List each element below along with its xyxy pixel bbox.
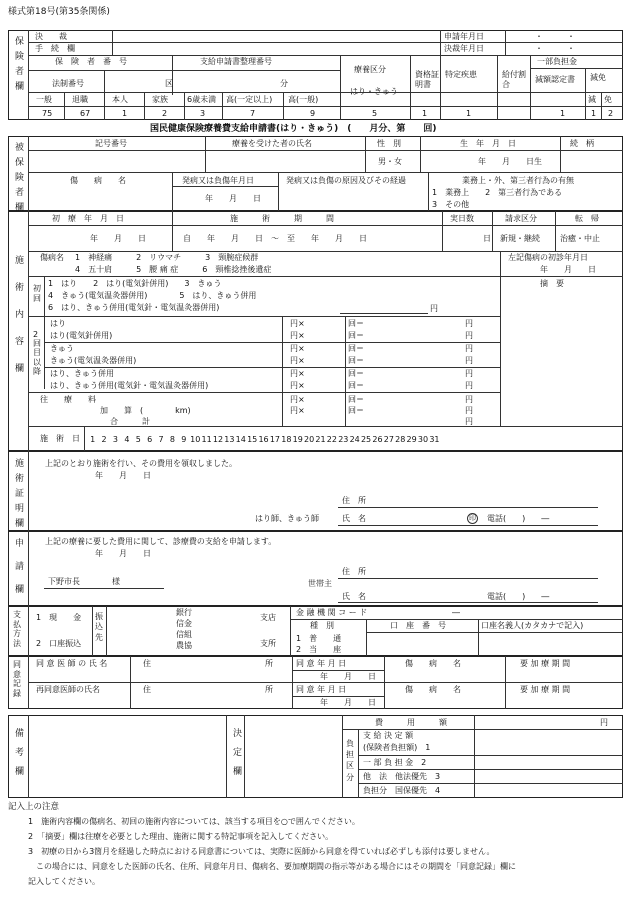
day-cell[interactable]: 11 — [201, 435, 212, 444]
insurer-side-label: 保険者欄 — [13, 36, 23, 96]
day-cell[interactable]: 30 — [417, 435, 429, 444]
first-options-2[interactable]: 4 きゅう(電気温灸器併用) 5 はり、きゅう併用 — [48, 291, 257, 300]
account-type-current[interactable]: 2 当 座 — [296, 645, 342, 654]
day-cell[interactable]: 29 — [406, 435, 417, 444]
note-item: 2 「摘要」欄は往療を必要とした理由、施術に関する特記事項を記入してください。 — [28, 832, 334, 841]
account-type-ordinary[interactable]: 1 普 通 — [296, 634, 342, 643]
day-cell[interactable]: 6 — [147, 435, 153, 444]
day-cell[interactable]: 20 — [304, 435, 315, 444]
day-cell[interactable]: 25 — [360, 435, 372, 444]
day-cell[interactable]: 27 — [383, 435, 394, 444]
note-item: 1 施術内容欄の傷病名、初回の施術内容については、該当する項目を○で囲んでください。 — [28, 817, 360, 826]
sex-select[interactable]: 男・女 — [378, 157, 402, 166]
day-cell[interactable]: 10 — [190, 435, 201, 444]
form-title: 国民健康保険療養費支給申請書(はり・きゅう) ( 月分、第 回) — [150, 124, 437, 134]
day-cell[interactable]: 28 — [395, 435, 406, 444]
decision-date-label: 決裁年月日 — [444, 44, 484, 53]
day-cell[interactable]: 14 — [235, 435, 246, 444]
business-option-12[interactable]: 1 業務上 2 第三者行為である — [432, 188, 563, 197]
day-cell[interactable]: 17 — [269, 435, 281, 444]
day-cell[interactable]: 19 — [292, 435, 303, 444]
day-cell[interactable]: 13 — [224, 435, 235, 444]
day-cell[interactable]: 24 — [349, 435, 360, 444]
day-cell[interactable]: 7 — [158, 435, 164, 444]
day-cell[interactable]: 21 — [315, 435, 326, 444]
note-item: 3 初療の日から3箇月を経過した時点における同意書については、実際に医師から同意を得ていれば必ずしも添付は要しません。 — [28, 847, 495, 856]
treatment-days-row — [87, 435, 440, 444]
day-cell[interactable]: 22 — [326, 435, 337, 444]
day-cell[interactable]: 9 — [181, 435, 187, 444]
day-cell[interactable]: 1 — [90, 435, 96, 444]
day-cell[interactable]: 26 — [372, 435, 383, 444]
payment-cash-option[interactable]: 1 現 金 — [36, 613, 82, 622]
outcome-select[interactable]: 治癒・中止 — [560, 234, 600, 243]
day-cell[interactable]: 23 — [338, 435, 349, 444]
notes-title: 記入上の注意 — [8, 802, 60, 812]
application-date-label: 申請年月日 — [444, 32, 484, 41]
day-cell[interactable]: 16 — [258, 435, 269, 444]
note-item: この場合には、同意をした医師の氏名、住所、同意年月日、傷病名、要加療期間の指示等がある場合にはその期間を「同意記録」欄に — [28, 862, 516, 871]
disease-options-2[interactable]: 4 五十肩 5 腰 痛 症 6 頸椎捻挫後遺症 — [75, 265, 272, 274]
first-options-1[interactable]: 1 はり 2 はり(電気針併用) 3 きゅう — [48, 279, 222, 288]
day-cell[interactable]: 5 — [135, 435, 141, 444]
day-cell[interactable]: 2 — [101, 435, 107, 444]
claim-type-select[interactable]: 新規・継続 — [500, 234, 540, 243]
day-cell[interactable]: 12 — [212, 435, 224, 444]
day-cell[interactable]: 3 — [112, 435, 119, 444]
day-cell[interactable]: 15 — [247, 435, 258, 444]
day-cell[interactable]: 4 — [124, 435, 130, 444]
remarks-section — [8, 715, 623, 798]
day-cell[interactable]: 31 — [429, 435, 440, 444]
form-number: 様式第18号(第35条関係) — [8, 7, 110, 17]
payment-transfer-option[interactable]: 2 口座振込 — [36, 639, 82, 648]
day-cell[interactable]: 8 — [169, 435, 175, 444]
disease-options-1[interactable]: 1 神経痛 2 リウマチ 3 頸腕症候群 — [75, 253, 259, 262]
business-option-3[interactable]: 3 その他 — [432, 200, 470, 209]
first-options-3[interactable]: 6 はり、きゅう併用(電気針・電気温灸器併用) — [48, 303, 220, 312]
note-item: 記入してください。 — [28, 877, 100, 886]
day-cell[interactable]: 18 — [281, 435, 292, 444]
seal-mark-icon: 印 — [469, 514, 476, 522]
mayor-addressee: 下野市長 様 — [48, 577, 120, 586]
